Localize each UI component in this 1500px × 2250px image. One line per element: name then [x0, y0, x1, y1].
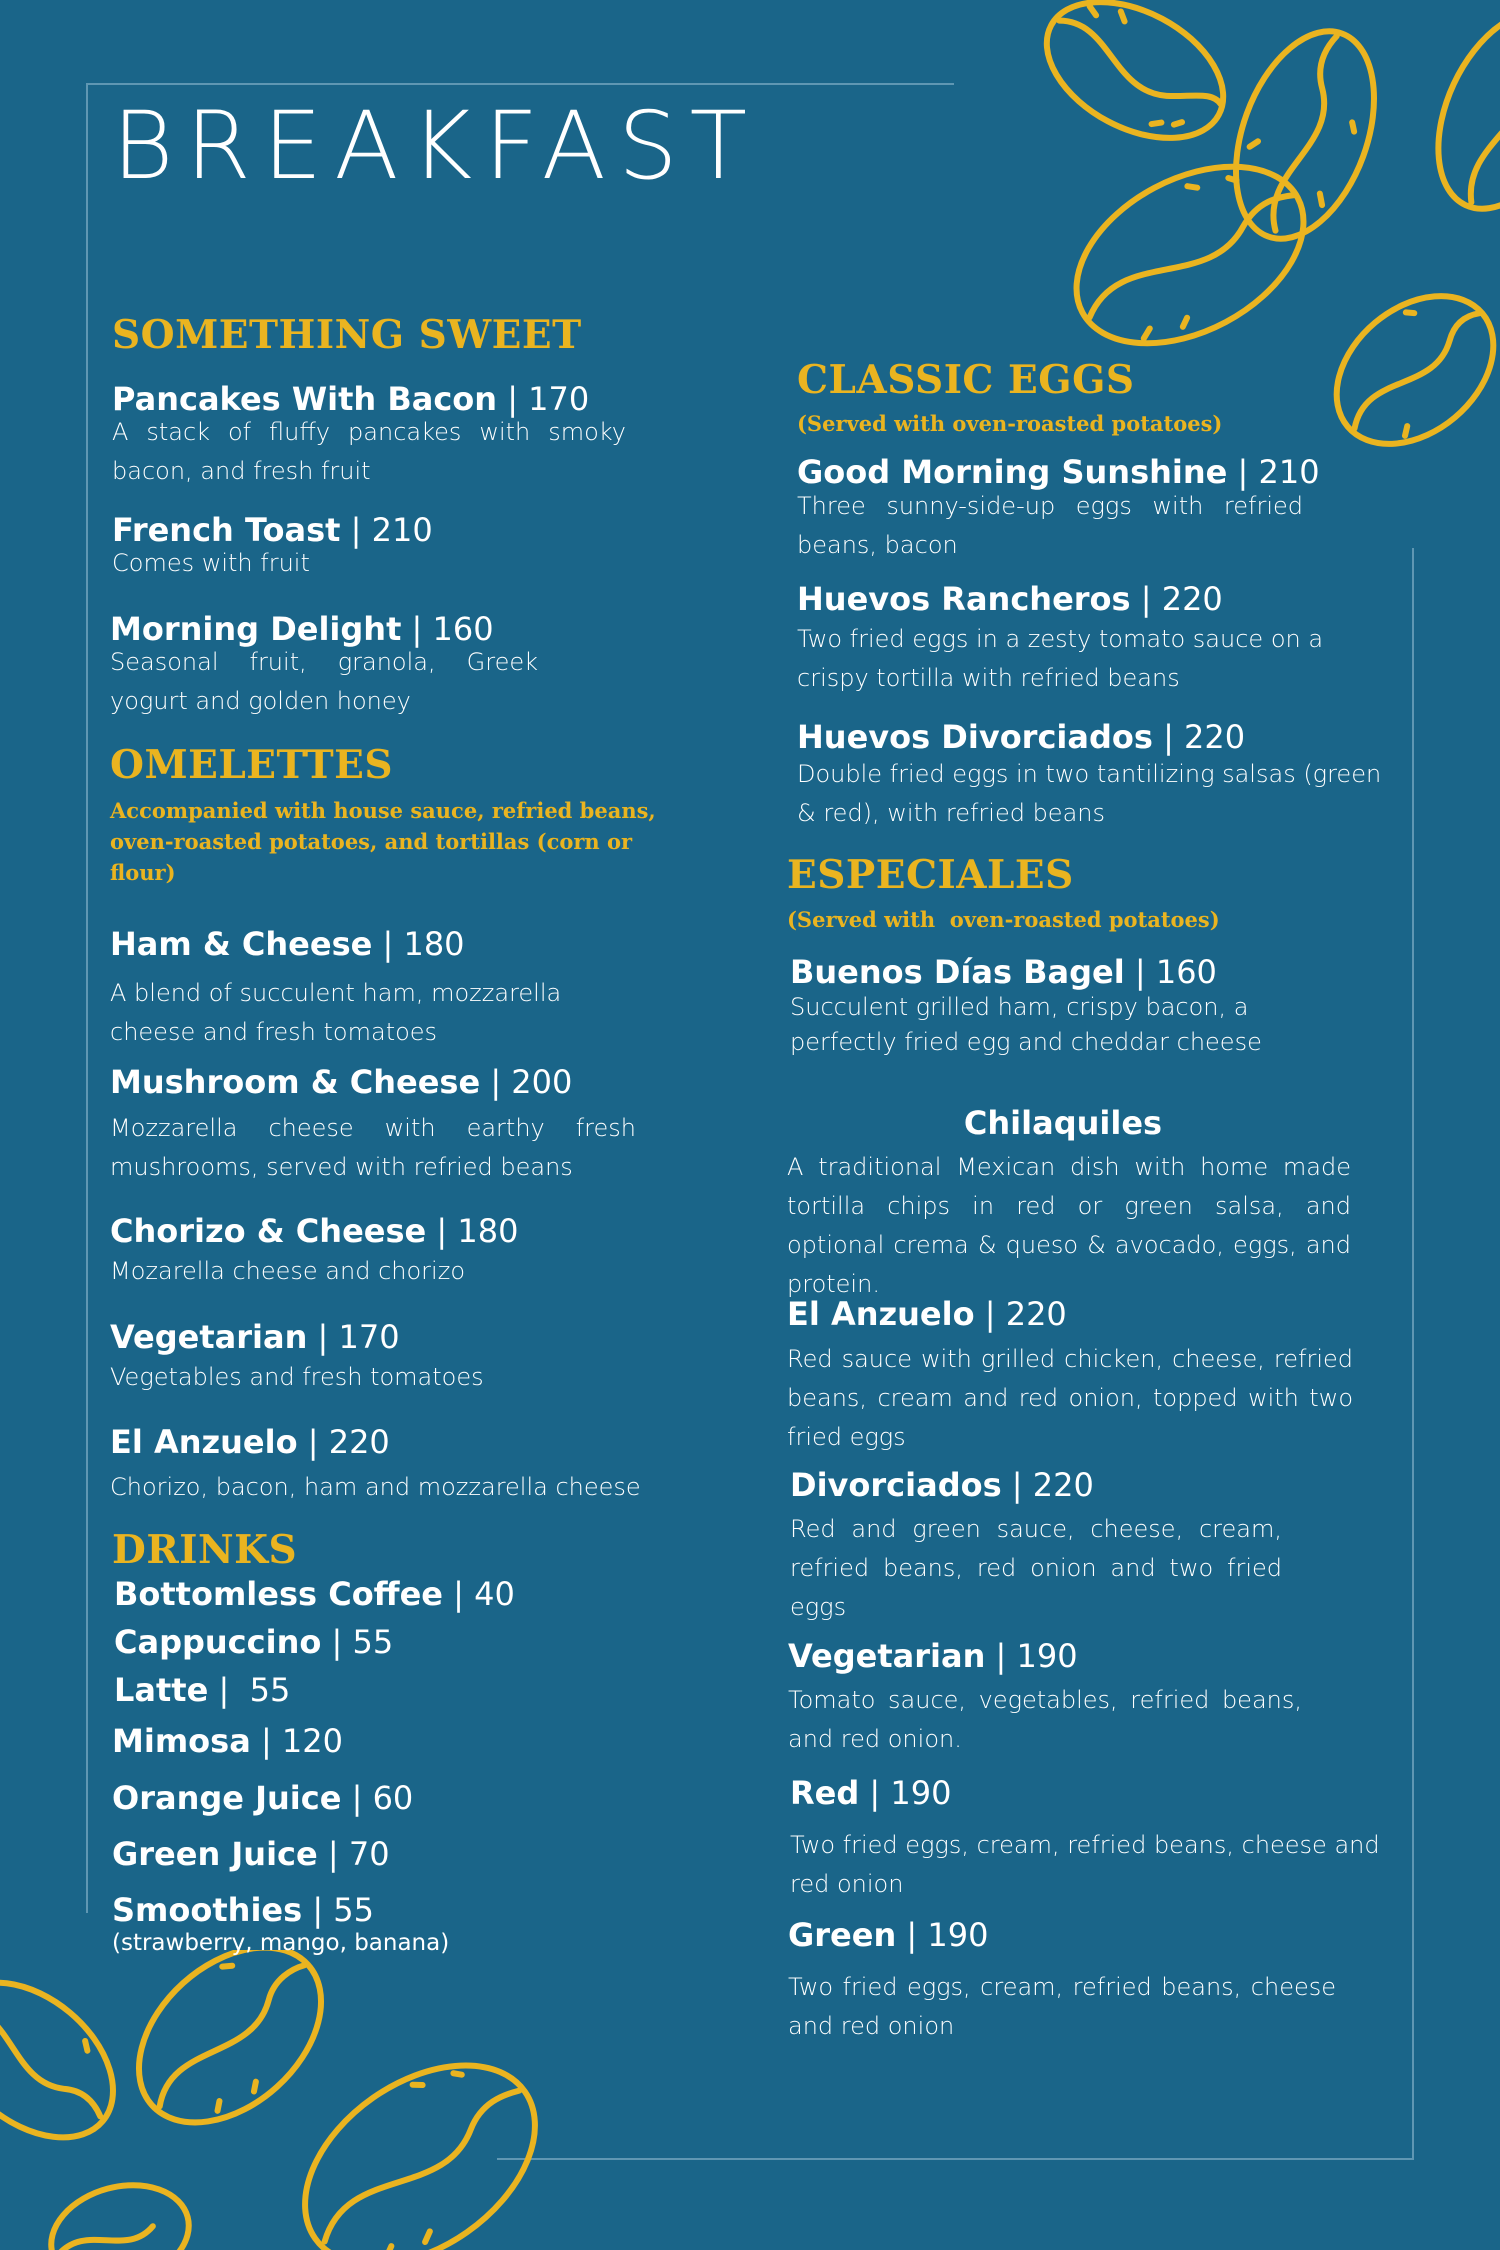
- drink-item-cappuccino: [114, 1623, 393, 1661]
- section-heading-especiales: ESPECIALES: [787, 852, 1074, 898]
- item-price: | 120: [260, 1722, 343, 1760]
- item-price: | 210: [350, 511, 433, 549]
- item-name: Orange Juice: [112, 1779, 342, 1817]
- frame-line-top: [86, 83, 954, 85]
- item-name: Ham & Cheese: [110, 925, 373, 963]
- item-price: | 160: [411, 610, 494, 648]
- smoothies-flavors-note: (strawberry, mango, banana): [112, 1930, 450, 1956]
- menu-item-buenos-dias-bagel: [790, 953, 1217, 991]
- item-price: | 40: [453, 1575, 515, 1613]
- item-name: Divorciados: [790, 1466, 1002, 1504]
- item-description: Mozzarella cheese with earthy fresh mushrooms, served with refried beans: [110, 1114, 636, 1181]
- menu-item-huevos-divorciados: [797, 718, 1245, 756]
- item-name: Mushroom & Cheese: [110, 1063, 481, 1101]
- item-price: | 220: [1163, 718, 1246, 756]
- item-price: | 170: [507, 380, 590, 418]
- item-name: Huevos Divorciados: [797, 718, 1153, 756]
- menu-item-good-morning-sunshine: [797, 453, 1320, 491]
- drink-item-green-juice: [112, 1835, 390, 1873]
- item-description: A stack of fluffy pancakes with smoky bacon, and fresh fruit: [112, 418, 626, 485]
- item-price: | 170: [317, 1318, 400, 1356]
- menu-item-vegetarian-omelette: [110, 1318, 400, 1356]
- item-name: Mimosa: [112, 1722, 251, 1760]
- item-name: El Anzuelo: [110, 1423, 298, 1461]
- item-name: Vegetarian: [788, 1637, 986, 1675]
- item-price: | 220: [1140, 580, 1223, 618]
- item-name: Good Morning Sunshine: [797, 453, 1228, 491]
- menu-item-green-chilaquiles: [788, 1916, 988, 1954]
- item-price: | 220: [307, 1423, 390, 1461]
- item-description: Chorizo, bacon, ham and mozzarella cheese: [110, 1473, 641, 1501]
- item-name: Pancakes With Bacon: [112, 380, 498, 418]
- item-price: | 55: [312, 1891, 374, 1929]
- item-name: Bottomless Coffee: [114, 1575, 443, 1613]
- section-subtitle-classic-eggs: (Served with oven-roasted potatoes): [797, 411, 1223, 436]
- item-price: | 60: [351, 1779, 414, 1817]
- item-price: | 200: [490, 1063, 573, 1101]
- item-description: A blend of succulent ham, mozzarella cheese and fresh tomatoes: [110, 979, 562, 1046]
- item-description: Three sunny-side-up eggs with refried beans, bacon: [797, 492, 1303, 559]
- item-description: Two fried eggs in a zesty tomato sauce on a crispy tortilla with refried beans: [797, 625, 1324, 692]
- drink-item-latte: [114, 1671, 290, 1709]
- item-price: | 180: [436, 1212, 519, 1250]
- menu-item-divorciados-chilaquiles: [790, 1466, 1094, 1504]
- drink-item-smoothies: [112, 1891, 374, 1929]
- drink-item-orange-juice: [112, 1779, 413, 1817]
- item-price: | 70: [327, 1835, 390, 1873]
- item-description: Red and green sauce, cheese, cream, refried beans, red onion and two fried eggs: [790, 1515, 1282, 1621]
- item-price: | 190: [869, 1774, 952, 1812]
- item-description: Double fried eggs in two tantilizing salsas (green & red), with refried beans: [797, 760, 1382, 827]
- item-name: El Anzuelo: [787, 1295, 975, 1333]
- item-description: Vegetables and fresh tomatoes: [110, 1363, 484, 1391]
- menu-item-red-chilaquiles: [790, 1774, 951, 1812]
- item-price: | 220: [984, 1295, 1067, 1333]
- menu-item-mushroom-cheese: [110, 1063, 572, 1101]
- item-name: Green: [788, 1916, 897, 1954]
- frame-line-bottom: [497, 2158, 1414, 2160]
- item-price: | 180: [382, 925, 465, 963]
- item-price: | 190: [906, 1916, 989, 1954]
- item-price: | 220: [1011, 1466, 1094, 1504]
- item-description: Two fried eggs, cream, refried beans, cheese and red onion: [788, 1973, 1336, 2040]
- item-name: Huevos Rancheros: [797, 580, 1131, 618]
- drink-item-bottomless-coffee: [114, 1575, 515, 1613]
- menu-item-chorizo-cheese: [110, 1212, 518, 1250]
- item-description: Mozarella cheese and chorizo: [110, 1257, 465, 1285]
- item-description: Red sauce with grilled chicken, cheese, refried beans, cream and red onion, topped with two fried eggs: [787, 1345, 1353, 1451]
- item-description: Comes with fruit: [112, 549, 310, 577]
- item-price: | 55: [218, 1671, 291, 1709]
- item-description: Two fried eggs, cream, refried beans, cheese and red onion: [790, 1831, 1380, 1898]
- item-name: Green Juice: [112, 1835, 318, 1873]
- section-heading-omelettes: OMELETTES: [110, 742, 394, 788]
- drink-item-mimosa: [112, 1722, 343, 1760]
- item-name: Red: [790, 1774, 860, 1812]
- item-name: Chorizo & Cheese: [110, 1212, 427, 1250]
- item-price: | 210: [1237, 453, 1320, 491]
- subsection-heading-chilaquiles: Chilaquiles: [963, 1104, 1163, 1142]
- menu-item-el-anzuelo-omelette: [110, 1423, 390, 1461]
- section-subtitle-omelettes: Accompanied with house sauce, refried beans, oven-roasted potatoes, and tortillas (corn or flour): [110, 798, 656, 885]
- item-description: Succulent grilled ham, crispy bacon, a perfectly fried egg and cheddar cheese: [790, 993, 1262, 1056]
- item-description: Seasonal fruit, granola, Greek yogurt and golden honey: [110, 648, 538, 715]
- menu-item-el-anzuelo-chilaquiles: [787, 1295, 1067, 1333]
- chilaquiles-description: A traditional Mexican dish with home made tortilla chips in red or green salsa, and optional crema & queso & avocado, eggs, and protein.: [787, 1153, 1351, 1298]
- frame-line-left: [86, 83, 88, 1913]
- menu-item-vegetarian-chilaquiles: [788, 1637, 1078, 1675]
- menu-item-ham-cheese: [110, 925, 465, 963]
- item-price: | 190: [995, 1637, 1078, 1675]
- frame-line-right: [1412, 548, 1414, 2160]
- item-name: Smoothies: [112, 1891, 303, 1929]
- item-price: | 55: [331, 1623, 394, 1661]
- item-name: Cappuccino: [114, 1623, 322, 1661]
- item-price: | 160: [1134, 953, 1217, 991]
- item-name: Latte: [114, 1671, 209, 1709]
- item-name: Buenos Días Bagel: [790, 953, 1125, 991]
- coffee-beans-bottom-left-illustration: [0, 1950, 560, 2250]
- page-title: BREAKFAST: [112, 92, 760, 201]
- item-name: French Toast: [112, 511, 341, 549]
- section-heading-something-sweet: SOMETHING SWEET: [112, 312, 582, 358]
- section-subtitle-especiales: (Served with oven-roasted potatoes): [787, 907, 1220, 932]
- menu-item-huevos-rancheros: [797, 580, 1223, 618]
- item-description: Tomato sauce, vegetables, refried beans, and red onion.: [788, 1686, 1302, 1753]
- section-heading-classic-eggs: CLASSIC EGGS: [797, 357, 1135, 403]
- item-name: Morning Delight: [110, 610, 402, 648]
- item-name: Vegetarian: [110, 1318, 308, 1356]
- section-heading-drinks: DRINKS: [112, 1527, 298, 1573]
